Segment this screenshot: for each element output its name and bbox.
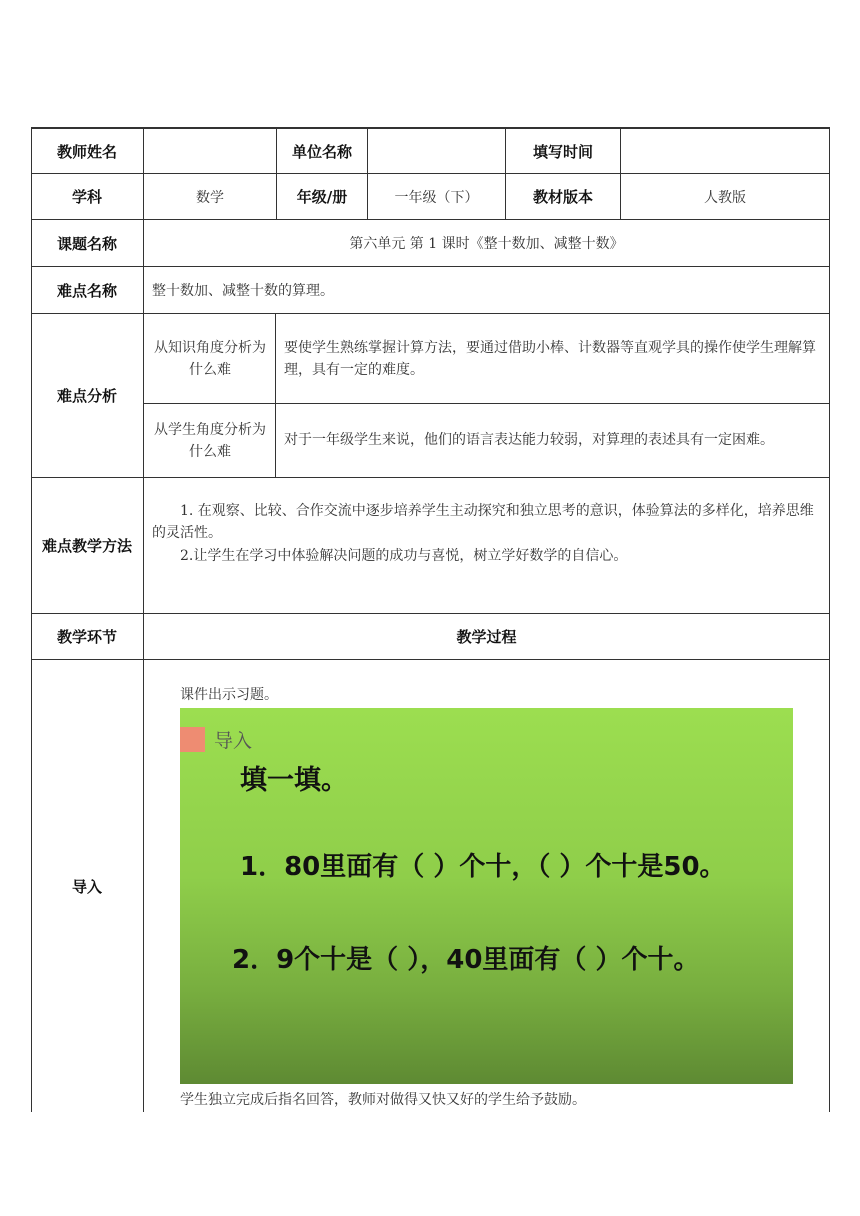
stage-header: 教学环节 <box>56 628 117 646</box>
edition-value: 人教版 <box>704 189 746 206</box>
teacher-name-label: 教师姓名 <box>56 142 117 161</box>
student-angle-text: 对于一年级学生来说，他们的语言表达能力较弱，对算理的表述具有一定困难。 <box>284 432 774 448</box>
grade-value: 一年级（下） <box>394 189 479 206</box>
difficulty-value: 整十数加、减整十数的算理。 <box>152 283 334 299</box>
teacher-name-value <box>144 129 276 173</box>
method-item-2: 2.让学生在学习中体验解决问题的成功与喜悦，树立学好数学的自信心。 <box>180 548 628 564</box>
slide-title: 填一填。 <box>240 765 348 796</box>
subject-label: 学科 <box>71 188 102 206</box>
unit-label: 单位名称 <box>291 142 352 161</box>
analysis-label: 难点分析 <box>56 387 117 405</box>
edition-label: 教材版本 <box>532 188 593 206</box>
subject-value: 数学 <box>196 189 224 206</box>
lesson-title-label: 课题名称 <box>56 234 117 253</box>
date-value <box>621 129 829 173</box>
method-item-1: 1. 在观察、比较、合作交流中逐步培养学生主动探究和独立思考的意识，体验算法的多样化，培养思维的灵活性。 <box>152 503 814 541</box>
courseware-slide <box>180 708 793 1084</box>
slide-marker <box>180 727 205 752</box>
slide-question-1: 1．80里面有（ ）个十，（ ）个十是50。 <box>240 852 726 882</box>
difficulty-label: 难点名称 <box>56 281 117 300</box>
intro-stage-label: 导入 <box>71 877 102 896</box>
knowledge-angle-label: 从知识角度分析为什么难 <box>154 339 266 378</box>
unit-value <box>368 129 505 173</box>
knowledge-angle-text: 要使学生熟练掌握计算方法，要通过借助小棒、计数器等直观学具的操作使学生理解算理，具有一定的难度。 <box>284 340 816 378</box>
intro-line-2: 学生独立完成后指名回答，教师对做得又快又好的学生给予鼓励。 <box>180 1092 586 1108</box>
process-header: 教学过程 <box>456 628 517 646</box>
student-angle-label: 从学生角度分析为什么难 <box>154 421 266 460</box>
lesson-title-value: 第六单元 第 1 课时《整十数加、减整十数》 <box>349 236 624 252</box>
slide-question-2: 2．9个十是（ ），40里面有（ ）个十。 <box>232 945 700 975</box>
slide-tag: 导入 <box>214 730 253 752</box>
method-label: 难点教学方法 <box>41 537 132 555</box>
intro-line-1: 课件出示习题。 <box>180 687 278 703</box>
date-label: 填写时间 <box>532 142 593 161</box>
grade-label: 年级/册 <box>296 188 348 206</box>
